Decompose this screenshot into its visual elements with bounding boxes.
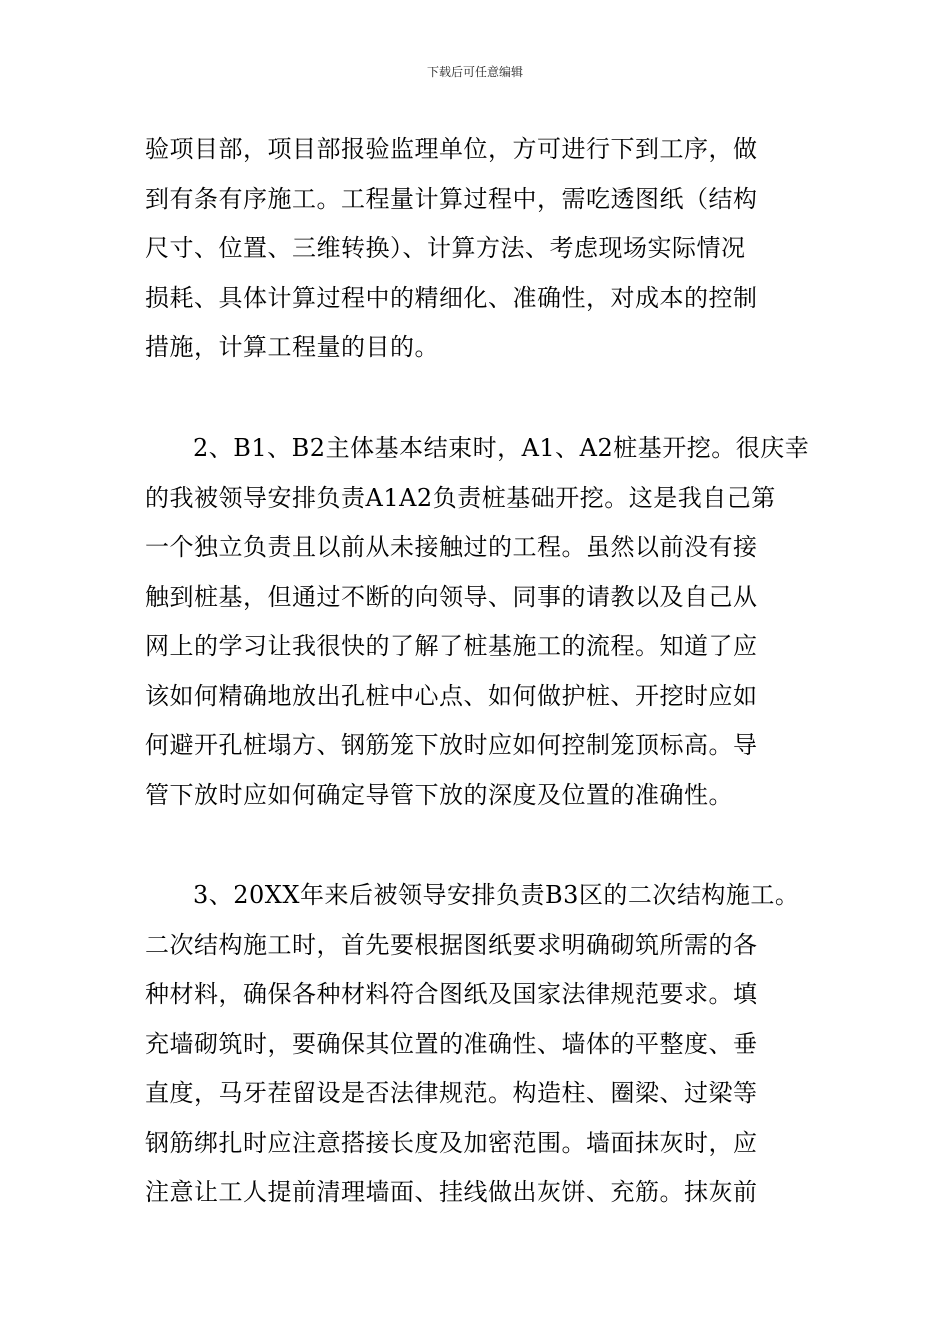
paragraph-line: 尺寸、位置、三维转换）、计算方法、考虑现场实际情况	[145, 234, 746, 262]
paragraph-line: 直度，马牙茬留设是否法律规范。构造柱、圈梁、过梁等	[145, 1079, 758, 1107]
paragraph-line: 2、B1、B2主体基本结束时，A1、A2桩基开挖。很庆幸	[193, 434, 810, 462]
paragraph-3	[145, 871, 810, 1218]
paragraph-line: 充墙砌筑时，要确保其位置的准确性、墙体的平整度、垂	[145, 1029, 758, 1058]
paragraph-line: 钢筋绑扎时应注意搭接长度及加密范围。墙面抹灰时，应	[145, 1128, 758, 1157]
paragraph-line: 管下放时应如何确定导管下放的深度及位置的准确性。	[145, 780, 733, 809]
paragraph-line: 网上的学习让我很快的了解了桩基施工的流程。知道了应	[145, 632, 758, 660]
paragraph-line: 一个独立负责且以前从未接触过的工程。虽然以前没有接	[145, 533, 758, 561]
paragraph-2	[145, 424, 810, 820]
paragraph-1	[145, 125, 810, 373]
paragraph-line: 二次结构施工时，首先要根据图纸要求明确砌筑所需的各	[145, 930, 758, 959]
paragraph-line: 触到桩基，但通过不断的向领导、同事的请教以及自己从	[145, 582, 758, 611]
page-header: 下载后可任意编辑	[426, 65, 523, 79]
paragraph-line: 到有条有序施工。工程量计算过程中，需吃透图纸（结构	[145, 184, 758, 213]
paragraph-line: 验项目部，项目部报验监理单位，方可进行下到工序，做	[145, 135, 758, 163]
paragraph-line: 损耗、具体计算过程中的精细化、准确性，对成本的控制	[145, 283, 758, 312]
paragraph-line: 种材料，确保各种材料符合图纸及国家法律规范要求。填	[145, 980, 758, 1008]
paragraph-line: 的我被领导安排负责A1A2负责桩基础开挖。这是我自己第	[145, 483, 776, 512]
paragraph-line: 该如何精确地放出孔桩中心点、如何做护桩、开挖时应如	[145, 681, 758, 710]
paragraph-line: 措施，计算工程量的目的。	[145, 333, 439, 361]
paragraph-line: 何避开孔桩塌方、钢筋笼下放时应如何控制笼顶标高。导	[145, 731, 758, 759]
paragraph-line: 注意让工人提前清理墙面、挂线做出灰饼、充筋。抹灰前	[145, 1178, 758, 1206]
paragraph-line: 3、20XX年来后被领导安排负责B3区的二次结构施工。	[193, 881, 800, 909]
